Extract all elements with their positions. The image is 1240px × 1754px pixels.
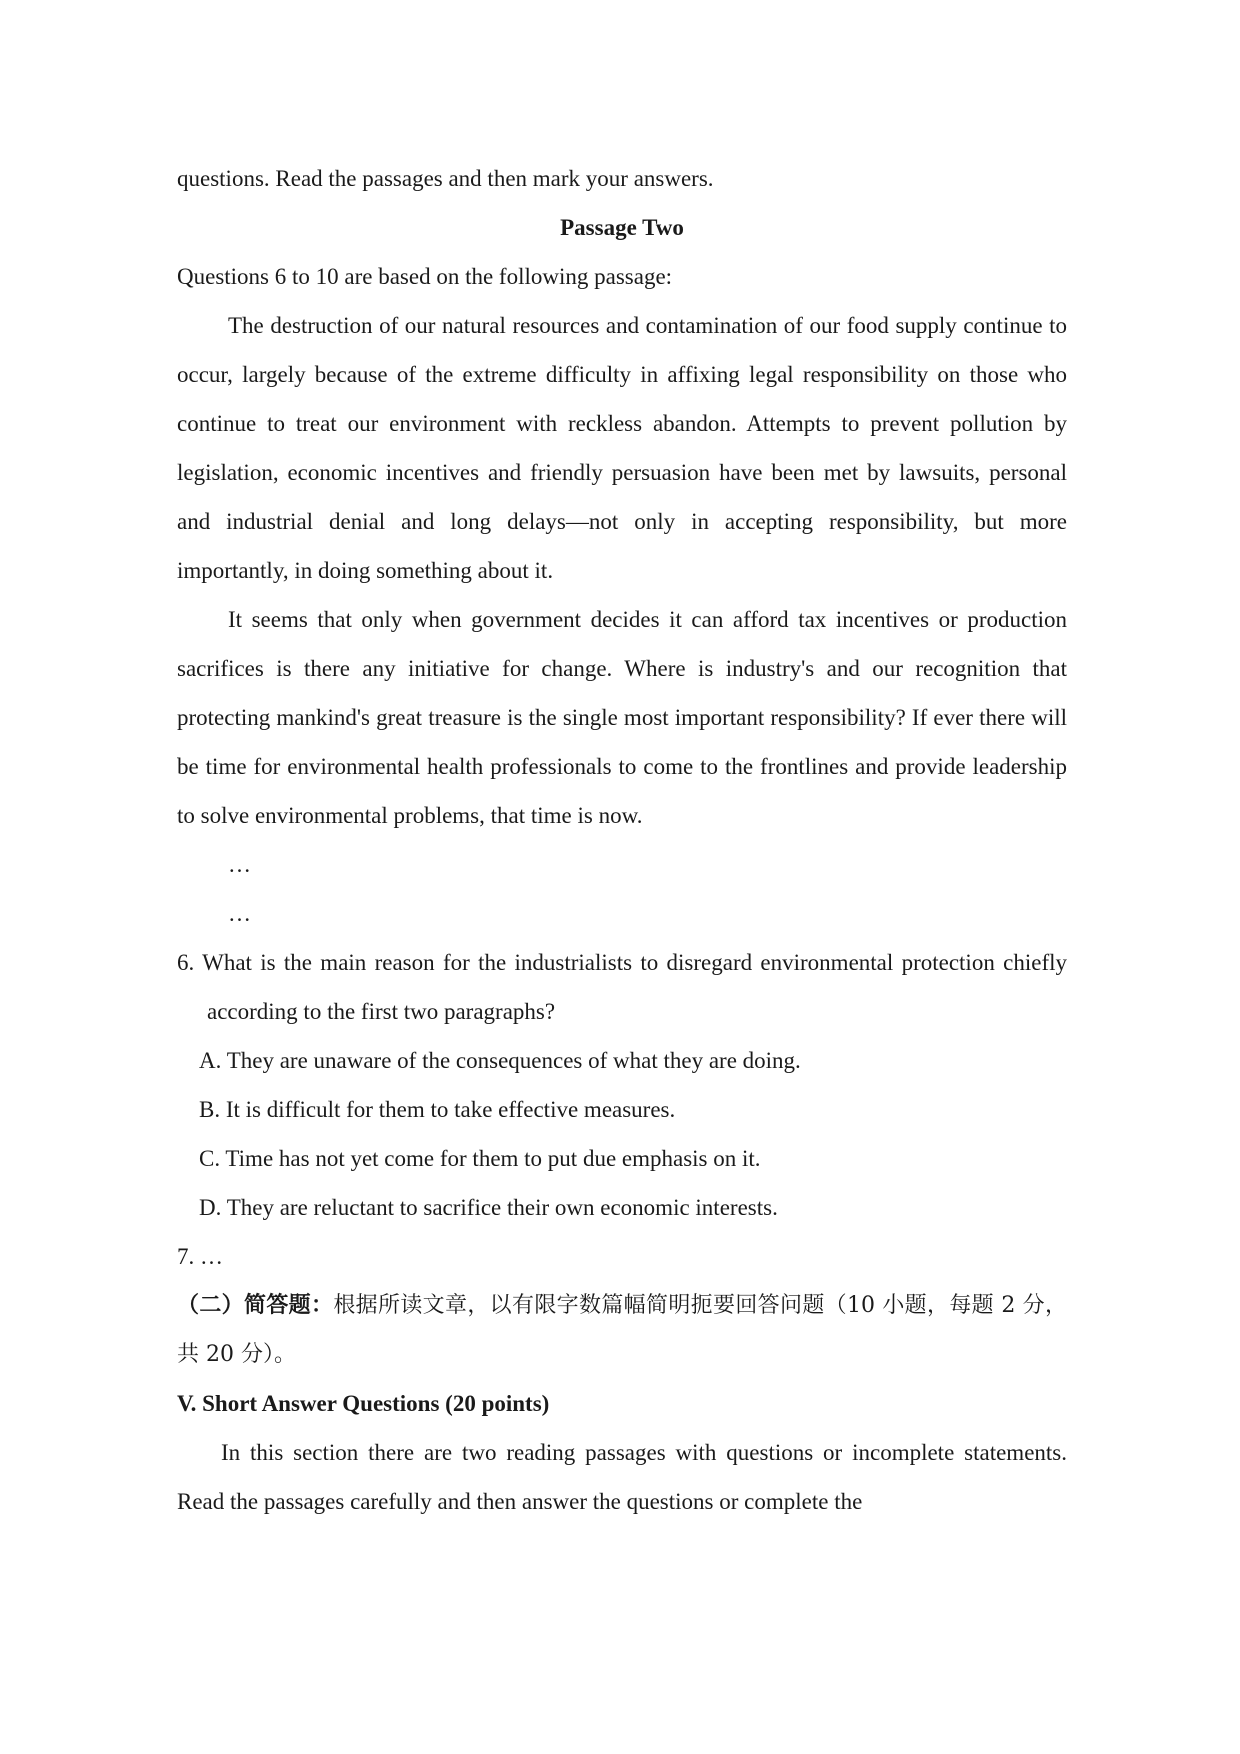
section-cn-instruction [177, 1281, 1067, 1379]
intro-line: questions. Read the passages and then mark your answers. [177, 166, 714, 191]
section-cn-text: 根据所读文章，以有限字数篇幅简明扼要回答问题（10 小题，每题 2 分，共 20 分）。 [177, 1293, 1067, 1367]
document-page [177, 154, 1067, 1526]
passage-title: Passage Two [560, 215, 684, 240]
question-6-option-c: C. Time has not yet come for them to put due emphasis on it. [199, 1146, 761, 1171]
ellipsis-1: … [228, 852, 251, 877]
section-heading: V. Short Answer Questions (20 points) [177, 1391, 550, 1416]
question-6-option-a: A. They are unaware of the consequences of what they are doing. [199, 1048, 801, 1073]
question-6-option-b: B. It is difficult for them to take effective measures. [199, 1097, 676, 1122]
passage-intro: Questions 6 to 10 are based on the following passage: [177, 264, 673, 289]
question-6-option-d: D. They are reluctant to sacrifice their own economic interests. [199, 1195, 778, 1220]
passage-paragraph-1: The destruction of our natural resources and contamination of our food supply continue to occur, largely because of the extreme difficulty in affixing legal responsibility on those who continue to treat our environment with reckless abandon. Attempts to prevent pollution by legislation, economic incentives and friendly persuasion have been met by lawsuits, personal and industrial denial and long delays—not only in accepting responsibility, but more importantly, in doing something about it. [177, 313, 1067, 583]
ellipsis-2: … [228, 901, 251, 926]
section-intro: In this section there are two reading passages with questions or incomplete statements. Read the passages carefully and then answer the questions or complete the [177, 1440, 1067, 1514]
question-6: 6. What is the main reason for the industrialists to disregard environmental protection chiefly according to the first two paragraphs? [177, 950, 1067, 1024]
passage-paragraph-2: It seems that only when government decides it can afford tax incentives or production sacrifices is there any initiative for change. Where is industry's and our recognition that protecting mankind's great treasure is the single most important responsibility? If ever there will be time for environmental health professionals to come to the frontlines and provide leadership to solve environmental problems, that time is now. [177, 607, 1067, 828]
section-cn-label: （二）简答题： [177, 1292, 334, 1318]
question-7: 7. … [177, 1244, 223, 1269]
